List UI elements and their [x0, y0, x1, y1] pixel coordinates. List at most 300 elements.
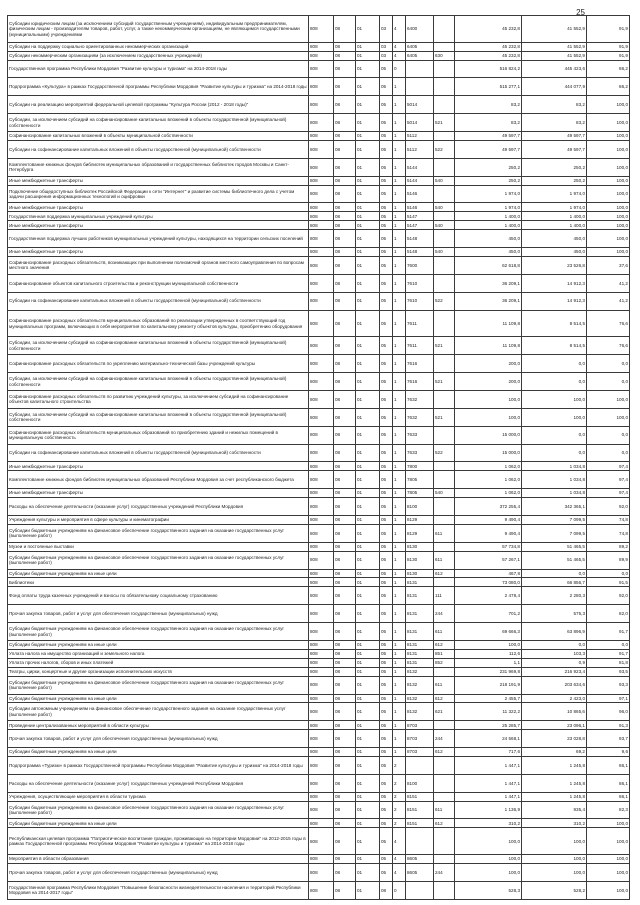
cell-program-code: 05: [380, 60, 393, 78]
table-row: [8, 703, 630, 721]
cell-program-code: 05: [380, 658, 393, 667]
cell-target-code: 6405: [406, 42, 434, 51]
cell-section-code: 08: [334, 623, 356, 641]
cell-target-code: 8605: [406, 864, 434, 882]
cell-executed-amount: 8 514,5: [522, 337, 587, 355]
table-row: [8, 426, 630, 444]
cell-subprogram-code: 1: [393, 390, 406, 408]
cell-section-code: 08: [334, 158, 356, 176]
cell-planned-amount: 450,0: [455, 230, 522, 248]
table-row: [8, 721, 630, 730]
cell-executed-amount: 216 923,4: [522, 667, 587, 676]
cell-planned-amount: 49 597,7: [455, 140, 522, 158]
cell-ministry-code: 808: [309, 676, 334, 694]
cell-target-code: 8129: [406, 524, 434, 542]
cell-program-code: 05: [380, 694, 393, 703]
cell-ministry-code: 808: [309, 471, 334, 489]
cell-ministry-code: 808: [309, 185, 334, 203]
cell-executed-amount: 1 034,8: [522, 489, 587, 498]
table-row: [8, 185, 630, 203]
cell-description: Подпрограмма «Туризм» в рамках Государственной программы Республики Мордовия "Развитие культуры и туризма" на 2014-2018 годы: [8, 756, 309, 774]
cell-subprogram-code: 1: [393, 623, 406, 641]
cell-planned-amount: 15 000,0: [455, 426, 522, 444]
cell-expense-type-code: [434, 158, 455, 176]
cell-section-code: 08: [334, 96, 356, 114]
cell-expense-type-code: [434, 578, 455, 587]
cell-subprogram-code: 1: [393, 132, 406, 141]
cell-program-code: 05: [380, 756, 393, 774]
cell-subsection-code: 01: [356, 390, 380, 408]
cell-target-code: [406, 756, 434, 774]
cell-subsection-code: 01: [356, 694, 380, 703]
cell-subsection-code: 01: [356, 881, 380, 899]
cell-ministry-code: 808: [309, 257, 334, 275]
cell-planned-amount: 83,2: [455, 96, 522, 114]
cell-subsection-code: 01: [356, 569, 380, 578]
cell-subsection-code: 01: [356, 248, 380, 257]
cell-description: Уплата прочих налогов, сборов и иных платежей: [8, 658, 309, 667]
cell-section-code: 08: [334, 60, 356, 78]
cell-planned-amount: 49 597,7: [455, 132, 522, 141]
cell-ministry-code: 808: [309, 96, 334, 114]
cell-expense-type-code: [434, 881, 455, 899]
cell-percent-executed: 100,0: [587, 185, 630, 203]
table-row: [8, 96, 630, 114]
cell-expense-type-code: [434, 257, 455, 275]
cell-planned-amount: 200,0: [455, 355, 522, 373]
cell-ministry-code: 808: [309, 623, 334, 641]
cell-subprogram-code: 1: [393, 569, 406, 578]
table-row: [8, 248, 630, 257]
cell-planned-amount: 100,0: [455, 408, 522, 426]
cell-section-code: 08: [334, 658, 356, 667]
cell-section-code: 08: [334, 373, 356, 391]
cell-program-code: 05: [380, 212, 393, 221]
cell-executed-amount: 41 552,9: [522, 51, 587, 60]
cell-subprogram-code: 1: [393, 721, 406, 730]
cell-expense-type-code: 612: [434, 748, 455, 757]
cell-executed-amount: 100,0: [522, 828, 587, 855]
cell-ministry-code: 808: [309, 373, 334, 391]
table-row: [8, 551, 630, 569]
cell-section-code: 08: [334, 792, 356, 801]
cell-percent-executed: 86,1: [587, 774, 630, 792]
cell-section-code: 08: [334, 16, 356, 43]
table-row: [8, 78, 630, 96]
cell-program-code: 05: [380, 462, 393, 471]
cell-percent-executed: 0,0: [587, 569, 630, 578]
cell-subprogram-code: 1: [393, 498, 406, 516]
cell-subprogram-code: 0: [393, 60, 406, 78]
cell-target-code: 5144: [406, 158, 434, 176]
cell-expense-type-code: [434, 310, 455, 337]
table-row: [8, 292, 630, 310]
cell-program-code: 05: [380, 274, 393, 292]
table-row: [8, 855, 630, 864]
cell-description: Прочая закупка товаров, работ и услуг для обеспечения государственных (муниципальных) нужд: [8, 730, 309, 748]
cell-ministry-code: 808: [309, 819, 334, 828]
cell-planned-amount: 218 191,9: [455, 676, 522, 694]
cell-ministry-code: 808: [309, 42, 334, 51]
cell-expense-type-code: 611: [434, 623, 455, 641]
cell-expense-type-code: [434, 828, 455, 855]
cell-executed-amount: 100,0: [522, 408, 587, 426]
cell-subsection-code: 01: [356, 373, 380, 391]
cell-ministry-code: 808: [309, 542, 334, 551]
cell-executed-amount: 0,0: [522, 569, 587, 578]
cell-subsection-code: 01: [356, 756, 380, 774]
cell-executed-amount: 66 856,7: [522, 578, 587, 587]
cell-planned-amount: 467,8: [455, 569, 522, 578]
cell-subprogram-code: 1: [393, 96, 406, 114]
cell-expense-type-code: [434, 774, 455, 792]
cell-percent-executed: 92,0: [587, 498, 630, 516]
table-row: [8, 649, 630, 658]
cell-ministry-code: 808: [309, 578, 334, 587]
cell-target-code: 8151: [406, 801, 434, 819]
cell-expense-type-code: 522: [434, 292, 455, 310]
cell-program-code: 05: [380, 96, 393, 114]
cell-executed-amount: 7 099,5: [522, 524, 587, 542]
table-row: [8, 801, 630, 819]
cell-subsection-code: 01: [356, 203, 380, 212]
cell-ministry-code: 808: [309, 640, 334, 649]
cell-target-code: 8130: [406, 551, 434, 569]
cell-subprogram-code: 1: [393, 703, 406, 721]
cell-ministry-code: 808: [309, 515, 334, 524]
cell-expense-type-code: [434, 721, 455, 730]
cell-subsection-code: 01: [356, 658, 380, 667]
cell-expense-type-code: [434, 132, 455, 141]
cell-ministry-code: 808: [309, 569, 334, 578]
cell-expense-type-code: [434, 390, 455, 408]
cell-planned-amount: 1 400,0: [455, 221, 522, 230]
cell-section-code: 08: [334, 114, 356, 132]
cell-program-code: 03: [380, 42, 393, 51]
table-row: [8, 569, 630, 578]
cell-description: Мероприятия в области образования: [8, 855, 309, 864]
cell-target-code: [406, 828, 434, 855]
cell-executed-amount: 8 514,5: [522, 310, 587, 337]
cell-subprogram-code: 1: [393, 587, 406, 605]
table-row: [8, 542, 630, 551]
cell-target-code: 7610: [406, 274, 434, 292]
cell-section-code: 08: [334, 605, 356, 623]
cell-expense-type-code: [434, 667, 455, 676]
cell-description: Проведение централизованных мероприятий в области культуры: [8, 721, 309, 730]
cell-subprogram-code: 1: [393, 694, 406, 703]
cell-target-code: 8151: [406, 792, 434, 801]
cell-percent-executed: 100,0: [587, 248, 630, 257]
cell-target-code: [406, 60, 434, 78]
cell-ministry-code: 808: [309, 756, 334, 774]
cell-ministry-code: 808: [309, 551, 334, 569]
cell-subprogram-code: 1: [393, 212, 406, 221]
cell-section-code: 08: [334, 212, 356, 221]
cell-target-code: 8605: [406, 855, 434, 864]
table-row: [8, 230, 630, 248]
cell-ministry-code: 808: [309, 78, 334, 96]
cell-planned-amount: 112,6: [455, 649, 522, 658]
table-row: [8, 694, 630, 703]
cell-program-code: 03: [380, 51, 393, 60]
cell-program-code: 05: [380, 774, 393, 792]
table-row: [8, 203, 630, 212]
cell-target-code: 7616: [406, 355, 434, 373]
cell-subprogram-code: 1: [393, 524, 406, 542]
cell-percent-executed: 100,0: [587, 828, 630, 855]
table-row: [8, 373, 630, 391]
cell-subprogram-code: 1: [393, 471, 406, 489]
table-row: [8, 257, 630, 275]
cell-program-code: 05: [380, 855, 393, 864]
cell-expense-type-code: [434, 96, 455, 114]
cell-section-code: 08: [334, 676, 356, 694]
cell-subprogram-code: 4: [393, 16, 406, 43]
cell-subprogram-code: 1: [393, 221, 406, 230]
cell-executed-amount: 51 465,5: [522, 542, 587, 551]
cell-subsection-code: 01: [356, 310, 380, 337]
cell-percent-executed: 100,0: [587, 408, 630, 426]
cell-description: Иные межбюджетные трансферты: [8, 248, 309, 257]
cell-subprogram-code: 1: [393, 355, 406, 373]
cell-planned-amount: 100,0: [455, 640, 522, 649]
cell-description: Субсидии бюджетным учреждениям на финансовое обеспечение государственного задания на оказание государственных услуг (выполнение работ): [8, 676, 309, 694]
table-row: [8, 390, 630, 408]
cell-description: Субсидии на поддержку социально ориентированных некоммерческих организаций: [8, 42, 309, 51]
cell-description: Субсидии бюджетным учреждениям на иные цели: [8, 819, 309, 828]
cell-program-code: 05: [380, 257, 393, 275]
cell-subprogram-code: 1: [393, 176, 406, 185]
cell-program-code: 05: [380, 114, 393, 132]
cell-executed-amount: 83,2: [522, 114, 587, 132]
cell-planned-amount: 701,2: [455, 605, 522, 623]
cell-ministry-code: 808: [309, 489, 334, 498]
cell-planned-amount: 100,0: [455, 855, 522, 864]
cell-expense-type-code: [434, 60, 455, 78]
cell-executed-amount: 1 034,8: [522, 471, 587, 489]
cell-description: Государственная поддержка муниципальных учреждений культуры: [8, 212, 309, 221]
cell-subsection-code: 01: [356, 60, 380, 78]
cell-subsection-code: 01: [356, 185, 380, 203]
cell-description: Государственная программа Республики Мордовия "Развитие культуры и туризма" на 2014-2018 годы: [8, 60, 309, 78]
cell-description: Субсидии на реализацию мероприятий федеральной целевой программы "Культура России (2012 - 2018 годы)": [8, 96, 309, 114]
cell-ministry-code: 808: [309, 587, 334, 605]
cell-section-code: 08: [334, 524, 356, 542]
cell-target-code: 7616: [406, 373, 434, 391]
cell-percent-executed: 37,6: [587, 257, 630, 275]
table-row: [8, 774, 630, 792]
cell-planned-amount: 36 209,1: [455, 274, 522, 292]
cell-percent-executed: 0,0: [587, 355, 630, 373]
cell-program-code: 05: [380, 248, 393, 257]
cell-planned-amount: 57 734,8: [455, 542, 522, 551]
cell-target-code: 8703: [406, 730, 434, 748]
cell-planned-amount: 62 618,8: [455, 257, 522, 275]
cell-expense-type-code: 612: [434, 569, 455, 578]
cell-target-code: 5144: [406, 176, 434, 185]
cell-planned-amount: 9 490,4: [455, 524, 522, 542]
cell-percent-executed: 89,9: [587, 551, 630, 569]
cell-executed-amount: 1 245,8: [522, 756, 587, 774]
cell-program-code: 05: [380, 444, 393, 462]
cell-program-code: 05: [380, 78, 393, 96]
cell-target-code: 7600: [406, 257, 434, 275]
cell-expense-type-code: 540: [434, 248, 455, 257]
cell-ministry-code: 808: [309, 426, 334, 444]
cell-expense-type-code: 611: [434, 676, 455, 694]
cell-percent-executed: 91,9: [587, 51, 630, 60]
table-row: [8, 60, 630, 78]
cell-ministry-code: 808: [309, 176, 334, 185]
cell-program-code: 05: [380, 489, 393, 498]
cell-section-code: 08: [334, 42, 356, 51]
cell-subsection-code: 01: [356, 212, 380, 221]
cell-section-code: 08: [334, 471, 356, 489]
cell-ministry-code: 808: [309, 132, 334, 141]
cell-executed-amount: 14 912,3: [522, 292, 587, 310]
cell-target-code: 5147: [406, 221, 434, 230]
table-row: [8, 667, 630, 676]
cell-description: Софинансирование расходных обязательств по укреплению материально-технической базы учреждений культуры: [8, 355, 309, 373]
cell-section-code: 08: [334, 730, 356, 748]
cell-subprogram-code: 1: [393, 542, 406, 551]
cell-subprogram-code: 1: [393, 515, 406, 524]
cell-program-code: 08: [380, 881, 393, 899]
cell-percent-executed: 86,1: [587, 792, 630, 801]
cell-target-code: 8132: [406, 703, 434, 721]
cell-program-code: 05: [380, 337, 393, 355]
cell-ministry-code: 808: [309, 855, 334, 864]
cell-planned-amount: 69 666,3: [455, 623, 522, 641]
cell-subprogram-code: 1: [393, 730, 406, 748]
cell-percent-executed: 92,0: [587, 587, 630, 605]
cell-executed-amount: 575,3: [522, 605, 587, 623]
cell-executed-amount: 444 077,9: [522, 78, 587, 96]
cell-program-code: 05: [380, 649, 393, 658]
cell-executed-amount: 310,2: [522, 819, 587, 828]
cell-expense-type-code: 521: [434, 408, 455, 426]
table-row: [8, 828, 630, 855]
cell-program-code: 05: [380, 292, 393, 310]
cell-percent-executed: 100,0: [587, 158, 630, 176]
cell-subsection-code: 01: [356, 640, 380, 649]
cell-subprogram-code: 1: [393, 408, 406, 426]
cell-subprogram-code: 1: [393, 426, 406, 444]
cell-description: Софинансирование расходных обязательств муниципальных образований по реализации утвержденных в соответствующий год муниципальных программ, включающих в себя мероприятия по капитальному ремонту объектов культуры, приобретению оборудования: [8, 310, 309, 337]
cell-program-code: 05: [380, 730, 393, 748]
cell-percent-executed: 100,0: [587, 132, 630, 141]
cell-ministry-code: 808: [309, 337, 334, 355]
cell-program-code: 05: [380, 498, 393, 516]
cell-ministry-code: 808: [309, 774, 334, 792]
cell-percent-executed: 100,0: [587, 221, 630, 230]
cell-description: Софинансирование расходных обязательств, возникающих при выполнении полномочий органов местного самоуправления по вопросам местного значения: [8, 257, 309, 275]
cell-expense-type-code: 521: [434, 337, 455, 355]
cell-program-code: 05: [380, 801, 393, 819]
cell-target-code: 6405: [406, 51, 434, 60]
cell-percent-executed: 91,9: [587, 16, 630, 43]
cell-executed-amount: 7 099,5: [522, 515, 587, 524]
cell-target-code: 5148: [406, 230, 434, 248]
cell-description: Субсидии некоммерческим организациям (за исключением государственных учреждений): [8, 51, 309, 60]
cell-executed-amount: 41 552,9: [522, 16, 587, 43]
cell-expense-type-code: [434, 212, 455, 221]
cell-section-code: 08: [334, 881, 356, 899]
cell-target-code: 8131: [406, 587, 434, 605]
cell-ministry-code: 808: [309, 158, 334, 176]
cell-percent-executed: 100,0: [587, 881, 630, 899]
cell-subsection-code: 01: [356, 649, 380, 658]
cell-program-code: 05: [380, 524, 393, 542]
cell-subprogram-code: 2: [393, 756, 406, 774]
cell-percent-executed: 91,7: [587, 649, 630, 658]
cell-program-code: 05: [380, 390, 393, 408]
cell-executed-amount: 342 365,1: [522, 498, 587, 516]
cell-subsection-code: 01: [356, 489, 380, 498]
cell-expense-type-code: 611: [434, 524, 455, 542]
cell-planned-amount: 1 136,9: [455, 801, 522, 819]
cell-expense-type-code: [434, 462, 455, 471]
cell-expense-type-code: [434, 792, 455, 801]
cell-expense-type-code: [434, 42, 455, 51]
table-row: [8, 515, 630, 524]
cell-section-code: 08: [334, 408, 356, 426]
cell-ministry-code: 808: [309, 703, 334, 721]
table-row: [8, 274, 630, 292]
table-row: [8, 623, 630, 641]
cell-ministry-code: 808: [309, 658, 334, 667]
cell-expense-type-code: 540: [434, 221, 455, 230]
cell-section-code: 08: [334, 230, 356, 248]
cell-subprogram-code: 4: [393, 864, 406, 882]
cell-expense-type-code: 611: [434, 551, 455, 569]
cell-subsection-code: 01: [356, 471, 380, 489]
cell-ministry-code: 808: [309, 605, 334, 623]
cell-program-code: 05: [380, 623, 393, 641]
cell-percent-executed: 100,0: [587, 140, 630, 158]
cell-description: Субсидии, за исключением субсидий на софинансирование капитальных вложений в объекты государственной (муниципальной) собственности: [8, 373, 309, 391]
cell-program-code: 05: [380, 819, 393, 828]
table-row: [8, 42, 630, 51]
cell-subsection-code: 01: [356, 355, 380, 373]
cell-executed-amount: 51 465,5: [522, 551, 587, 569]
cell-description: Софинансирование расходных обязательств муниципальных образований по приобретению зданий и нежилых помещений в муниципальную собственность: [8, 426, 309, 444]
cell-ministry-code: 808: [309, 649, 334, 658]
cell-section-code: 08: [334, 551, 356, 569]
cell-subsection-code: 01: [356, 721, 380, 730]
cell-ministry-code: 808: [309, 828, 334, 855]
table-row: [8, 212, 630, 221]
cell-expense-type-code: 540: [434, 489, 455, 498]
cell-expense-type-code: 111: [434, 587, 455, 605]
cell-ministry-code: 808: [309, 748, 334, 757]
cell-executed-amount: 69,2: [522, 748, 587, 757]
cell-subsection-code: 01: [356, 42, 380, 51]
table-row: [8, 462, 630, 471]
cell-planned-amount: 45 232,8: [455, 51, 522, 60]
cell-program-code: 05: [380, 426, 393, 444]
cell-subsection-code: 01: [356, 819, 380, 828]
cell-target-code: 7633: [406, 444, 434, 462]
cell-subprogram-code: 2: [393, 792, 406, 801]
cell-executed-amount: 2 423,0: [522, 694, 587, 703]
cell-section-code: 08: [334, 426, 356, 444]
cell-expense-type-code: 540: [434, 203, 455, 212]
cell-ministry-code: 808: [309, 881, 334, 899]
cell-executed-amount: 49 597,7: [522, 140, 587, 158]
cell-percent-executed: 91,9: [587, 42, 630, 51]
